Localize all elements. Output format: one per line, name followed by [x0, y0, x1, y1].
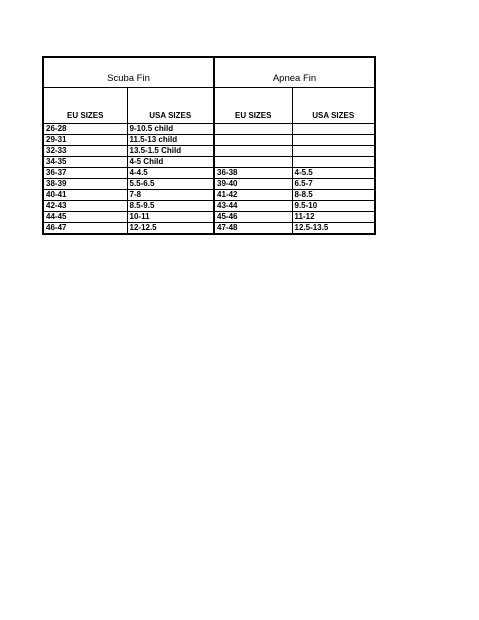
scuba-eu-size-cell: 34-35: [43, 157, 127, 168]
table-row: [43, 201, 375, 212]
group-header-row: [43, 57, 375, 88]
table-row: [43, 135, 375, 146]
apnea-eu-size-cell: 45-46: [214, 212, 292, 223]
apnea-usa-size-cell: 9.5-10: [292, 201, 375, 212]
fin-size-table: [42, 56, 376, 235]
scuba-usa-sizes-header: USA SIZES: [127, 88, 214, 124]
scuba-eu-size-cell: 36-37: [43, 168, 127, 179]
scuba-fin-header: Scuba Fin: [43, 57, 214, 88]
column-header-row: [43, 88, 375, 124]
apnea-eu-size-cell: [214, 135, 292, 146]
scuba-eu-size-cell: 44-45: [43, 212, 127, 223]
apnea-usa-size-cell: 6.5-7: [292, 179, 375, 190]
apnea-usa-size-cell: 11-12: [292, 212, 375, 223]
scuba-usa-size-cell: 8.5-9.5: [127, 201, 214, 212]
scuba-usa-size-cell: 4-5 Child: [127, 157, 214, 168]
apnea-eu-size-cell: 39-40: [214, 179, 292, 190]
apnea-eu-size-cell: [214, 157, 292, 168]
table-row: [43, 179, 375, 190]
table-row: [43, 157, 375, 168]
apnea-eu-size-cell: [214, 146, 292, 157]
scuba-usa-size-cell: 10-11: [127, 212, 214, 223]
table-row: [43, 223, 375, 235]
apnea-usa-size-cell: [292, 146, 375, 157]
table-row: [43, 190, 375, 201]
apnea-eu-size-cell: 36-38: [214, 168, 292, 179]
scuba-eu-size-cell: 32-33: [43, 146, 127, 157]
apnea-usa-size-cell: [292, 135, 375, 146]
scuba-eu-size-cell: 38-39: [43, 179, 127, 190]
apnea-usa-size-cell: [292, 124, 375, 135]
table-row: [43, 146, 375, 157]
scuba-usa-size-cell: 9-10.5 child: [127, 124, 214, 135]
apnea-eu-size-cell: 47-48: [214, 223, 292, 235]
scuba-eu-size-cell: 46-47: [43, 223, 127, 235]
apnea-eu-size-cell: [214, 124, 292, 135]
apnea-eu-size-cell: 43-44: [214, 201, 292, 212]
scuba-usa-size-cell: 4-4.5: [127, 168, 214, 179]
scuba-usa-size-cell: 11.5-13 child: [127, 135, 214, 146]
apnea-usa-size-cell: [292, 157, 375, 168]
apnea-usa-sizes-header: USA SIZES: [292, 88, 375, 124]
scuba-eu-size-cell: 29-31: [43, 135, 127, 146]
table-row: [43, 124, 375, 135]
apnea-usa-size-cell: 12.5-13.5: [292, 223, 375, 235]
apnea-eu-size-cell: 41-42: [214, 190, 292, 201]
apnea-fin-header: Apnea Fin: [214, 57, 375, 88]
scuba-eu-sizes-header: EU SIZES: [43, 88, 127, 124]
scuba-usa-size-cell: 12-12.5: [127, 223, 214, 235]
apnea-usa-size-cell: 8-8.5: [292, 190, 375, 201]
table-row: [43, 212, 375, 223]
apnea-usa-size-cell: 4-5.5: [292, 168, 375, 179]
apnea-eu-sizes-header: EU SIZES: [214, 88, 292, 124]
scuba-eu-size-cell: 42-43: [43, 201, 127, 212]
table-row: [43, 168, 375, 179]
scuba-usa-size-cell: 5.5-6.5: [127, 179, 214, 190]
scuba-usa-size-cell: 7-8: [127, 190, 214, 201]
scuba-eu-size-cell: 40-41: [43, 190, 127, 201]
scuba-usa-size-cell: 13.5-1.5 Child: [127, 146, 214, 157]
scuba-eu-size-cell: 26-28: [43, 124, 127, 135]
